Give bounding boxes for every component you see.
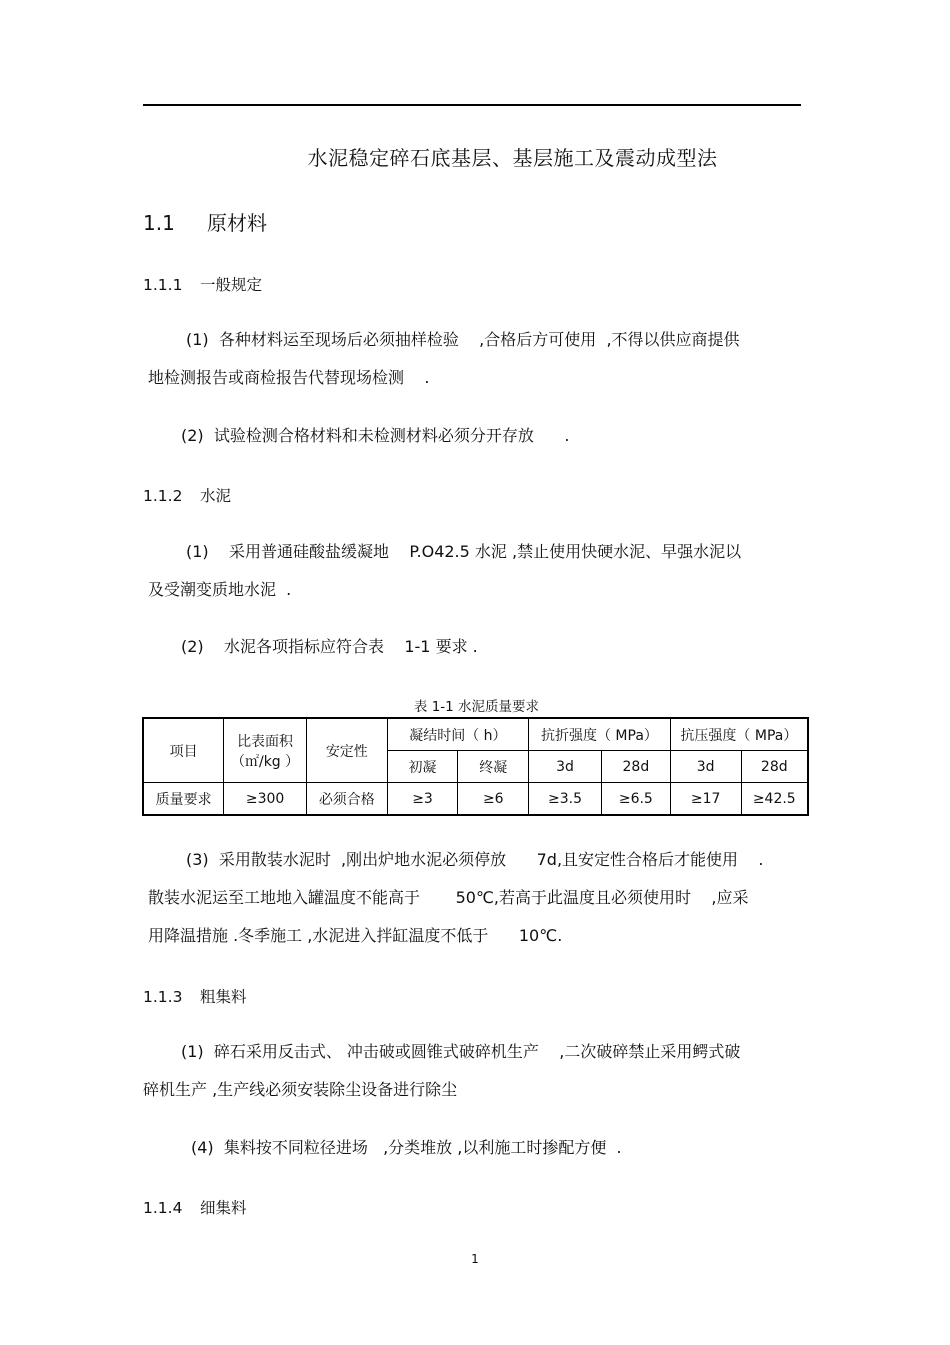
paragraph-line: (1) 采用普通硅酸盐缓凝地 P.O42.5 水泥 ,禁止使用快硬水泥、早强水泥以 [186, 542, 742, 561]
section-heading-1-1-4 [143, 1196, 247, 1218]
table-cell: ≥6.5 [601, 783, 670, 816]
section-title: 水泥 [200, 487, 232, 505]
page-number: 1 [471, 1252, 479, 1266]
table-cell: ≥17 [670, 783, 741, 816]
section-number: 1.1.3 [143, 988, 183, 1006]
section-heading-1-1 [143, 207, 267, 236]
paragraph-line: (4) 集料按不同粒径进场 ,分类堆放 ,以利施工时掺配方便 . [191, 1138, 622, 1157]
subheader-flex-28d: 28d [601, 751, 670, 783]
table-cell: 必须合格 [306, 783, 387, 816]
header-flexural-strength: 抗折强度（ MPa） [529, 718, 671, 751]
section-title: 原材料 [207, 211, 267, 235]
section-title: 细集料 [200, 1199, 247, 1217]
header-compressive-strength: 抗压强度（ MPa） [670, 718, 808, 751]
paragraph-line: 地检测报告或商检报告代替现场检测 . [148, 368, 430, 387]
table-cell: ≥42.5 [741, 783, 808, 816]
header-item: 项目 [143, 718, 224, 783]
paragraph-line: (1) 各种材料运至现场后必须抽样检验 ,合格后方可使用 ,不得以供应商提供 [186, 330, 740, 349]
subheader-comp-3d: 3d [670, 751, 741, 783]
paragraph-line: (1) 碎石采用反击式、 冲击破或圆锥式破碎机生产 ,二次破碎禁止采用鳄式破 [181, 1042, 741, 1061]
header-rule [143, 104, 801, 106]
paragraph-line: (3) 采用散装水泥时 ,刚出炉地水泥必须停放 7d,且安定性合格后才能使用 . [186, 850, 764, 869]
section-number: 1.1.4 [143, 1199, 183, 1217]
subheader-flex-3d: 3d [529, 751, 602, 783]
subheader-final-set: 终凝 [458, 751, 529, 783]
paragraph-line: (2) 水泥各项指标应符合表 1-1 要求 . [181, 637, 478, 656]
paragraph-line: 及受潮变质地水泥 . [148, 580, 292, 599]
subheader-initial-set: 初凝 [387, 751, 458, 783]
cement-quality-table [142, 717, 809, 816]
paragraph-line: 散装水泥运至工地地入罐温度不能高于 50℃,若高于此温度且必须使用时 ,应采 [148, 888, 749, 907]
table-header-row [143, 718, 808, 751]
header-stability: 安定性 [306, 718, 387, 783]
table-cell: ≥3.5 [529, 783, 602, 816]
section-title: 粗集料 [200, 988, 247, 1006]
section-number: 1.1.1 [143, 276, 183, 294]
paragraph-line: (2) 试验检测合格材料和未检测材料必须分开存放 . [181, 426, 570, 445]
table-row [143, 783, 808, 816]
table-cell: ≥3 [387, 783, 458, 816]
section-heading-1-1-1 [143, 273, 262, 295]
document-title: 水泥稳定碎石底基层、基层施工及震动成型法 [307, 146, 718, 170]
header-setting-time: 凝结时间（ h） [387, 718, 529, 751]
table-cell: ≥6 [458, 783, 529, 816]
paragraph-line: 用降温措施 .冬季施工 ,水泥进入拌缸温度不低于 10℃. [148, 926, 563, 945]
header-area-label: 比表面积 [237, 733, 294, 750]
section-heading-1-1-2 [143, 484, 231, 506]
subheader-comp-28d: 28d [741, 751, 808, 783]
section-title: 一般规定 [200, 276, 263, 294]
table-cell: 质量要求 [143, 783, 224, 816]
header-specific-surface [224, 718, 307, 783]
header-area-unit: （㎡/kg ） [230, 753, 300, 770]
table-caption: 表 1-1 水泥质量要求 [413, 699, 540, 715]
paragraph-line: 碎机生产 ,生产线必须安装除尘设备进行除尘 [143, 1080, 458, 1099]
table-cell: ≥300 [224, 783, 307, 816]
section-number: 1.1 [143, 211, 175, 235]
section-heading-1-1-3 [143, 985, 247, 1007]
section-number: 1.1.2 [143, 487, 183, 505]
